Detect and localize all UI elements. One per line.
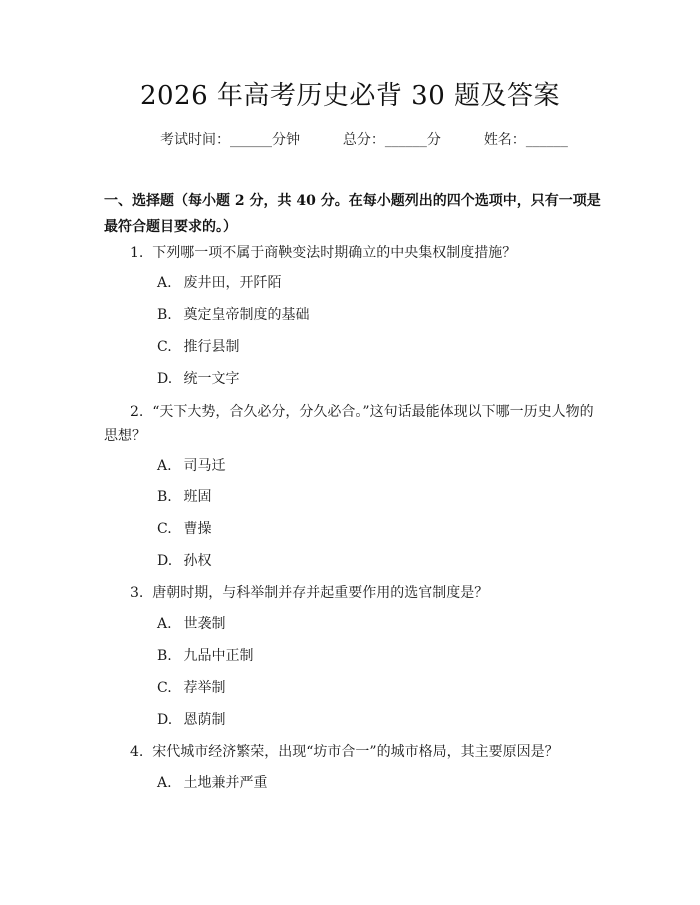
option-text: 土地兼并严重 bbox=[183, 775, 268, 791]
question-number: 2. bbox=[130, 404, 144, 420]
option-letter: A. bbox=[157, 458, 172, 474]
question-text: 宋代城市经济繁荣，出现“坊市合一”的城市格局，其主要原因是？ bbox=[152, 744, 559, 760]
option-letter: D. bbox=[157, 553, 173, 569]
option-text: 曹操 bbox=[183, 521, 212, 537]
question-2-option-c bbox=[157, 518, 557, 540]
option-text: 统一文字 bbox=[183, 371, 240, 387]
option-letter: A. bbox=[157, 275, 172, 291]
option-letter: D. bbox=[157, 371, 173, 387]
question-3-option-b bbox=[157, 645, 557, 667]
question-4-option-a bbox=[157, 772, 557, 794]
exam-info-line bbox=[160, 130, 580, 150]
question-1-option-d bbox=[157, 368, 557, 390]
option-letter: D. bbox=[157, 712, 173, 728]
option-letter: C. bbox=[157, 680, 172, 696]
question-2-option-b bbox=[157, 486, 557, 508]
question-1 bbox=[104, 241, 598, 265]
option-text: 孙权 bbox=[183, 553, 212, 569]
option-letter: A. bbox=[157, 616, 172, 632]
option-text: 推行县制 bbox=[183, 339, 240, 355]
question-3-option-c bbox=[157, 677, 557, 699]
question-text: “天下大势，合久必分，分久必合。”这句话最能体现以下哪一历史人物的思想？ bbox=[104, 404, 594, 444]
question-3 bbox=[104, 581, 598, 605]
option-text: 世袭制 bbox=[183, 616, 226, 632]
question-1-option-b bbox=[157, 304, 557, 326]
exam-time-label: 考试时间： bbox=[160, 132, 230, 148]
option-text: 恩荫制 bbox=[183, 712, 226, 728]
option-text: 奠定皇帝制度的基础 bbox=[183, 307, 310, 323]
section-heading: 一、选择题（每小题 2 分，共 40 分。在每小题列出的四个选项中，只有一项是最符合题目要求的。） bbox=[104, 193, 601, 235]
page-title: 2026 年高考历史必背 30 题及答案 bbox=[139, 81, 561, 111]
question-2-option-a bbox=[157, 455, 557, 477]
question-4 bbox=[104, 740, 598, 764]
total-score-blank: ______分 bbox=[384, 132, 441, 148]
option-letter: C. bbox=[157, 521, 172, 537]
exam-time-blank: ______分钟 bbox=[230, 132, 300, 148]
question-3-option-d bbox=[157, 709, 557, 731]
question-text: 唐朝时期，与科举制并存并起重要作用的选官制度是？ bbox=[152, 585, 489, 601]
option-text: 班固 bbox=[183, 489, 212, 505]
question-1-option-c bbox=[157, 336, 557, 358]
question-number: 4. bbox=[130, 744, 144, 760]
question-number: 1. bbox=[130, 245, 144, 261]
option-text: 废井田，开阡陌 bbox=[183, 275, 282, 291]
option-text: 九品中正制 bbox=[183, 648, 254, 664]
question-1-option-a bbox=[157, 272, 557, 294]
option-letter: A. bbox=[157, 775, 172, 791]
name-blank: ______ bbox=[525, 132, 568, 148]
option-text: 荐举制 bbox=[183, 680, 226, 696]
question-text: 下列哪一项不属于商鞅变法时期确立的中央集权制度措施？ bbox=[152, 245, 517, 261]
question-number: 3. bbox=[130, 585, 144, 601]
option-letter: B. bbox=[157, 307, 172, 323]
option-letter: C. bbox=[157, 339, 172, 355]
option-text: 司马迁 bbox=[183, 458, 226, 474]
question-3-option-a bbox=[157, 613, 557, 635]
name-label: 姓名： bbox=[483, 132, 526, 148]
question-2 bbox=[104, 400, 598, 448]
total-score-label: 总分： bbox=[342, 132, 385, 148]
option-letter: B. bbox=[157, 489, 172, 505]
option-letter: B. bbox=[157, 648, 172, 664]
question-2-option-d bbox=[157, 550, 557, 572]
